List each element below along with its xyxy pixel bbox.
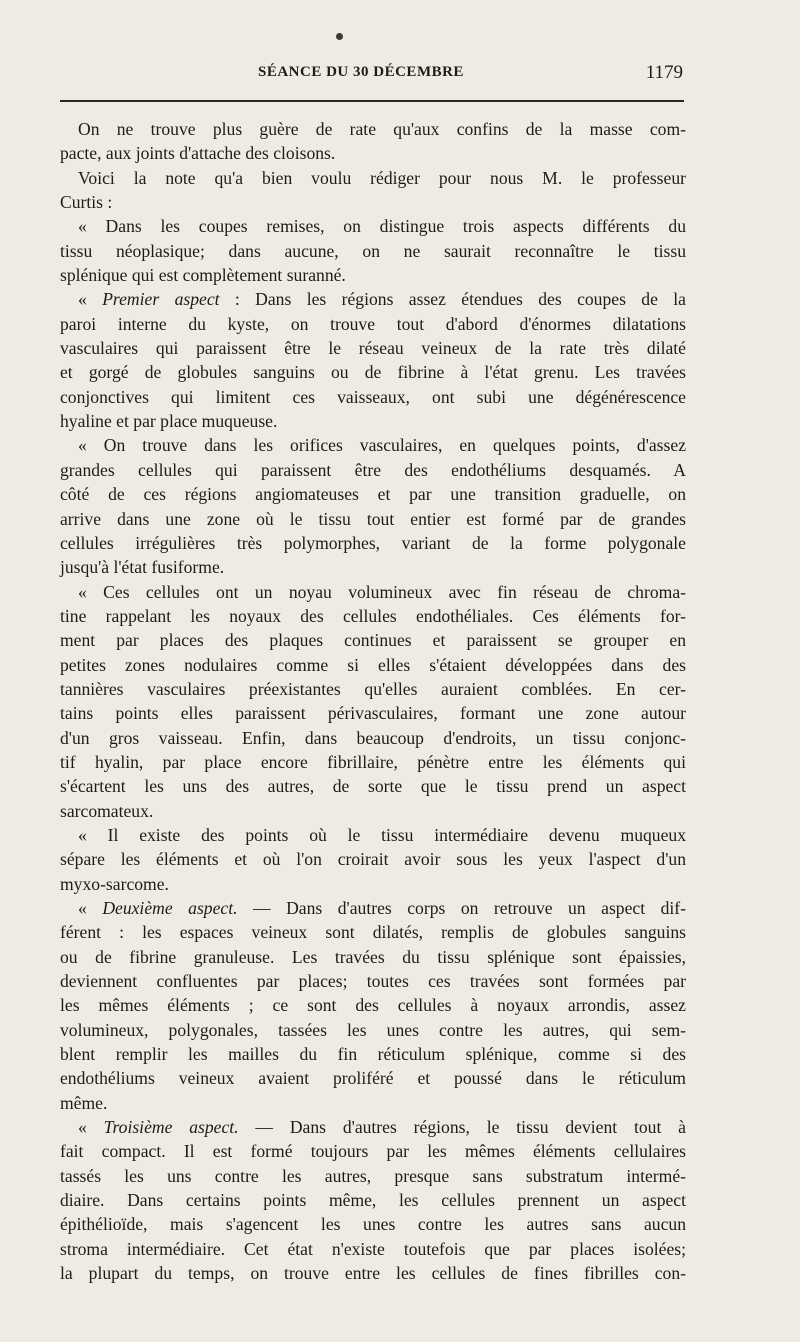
- quote-mark: «: [78, 898, 103, 918]
- text-line: tains points elles paraissent périvasculaires, formant une zone autour: [60, 703, 686, 724]
- text-line: d'un gros vaisseau. Enfin, dans beaucoup d'endroits, un tissu conjonc-: [60, 727, 686, 748]
- quote-mark: «: [78, 289, 103, 310]
- text-line: « Il existe des points où le tissu intermédiaire devenu muqueux: [78, 824, 686, 845]
- text-line: [60, 1115, 686, 1139]
- text-line: les mêmes éléments ; ce sont des cellules à noyaux arrondis, assez: [60, 995, 686, 1016]
- text-line: Voici la note qu'a bien voulu rédiger pour nous M. le professeur: [78, 167, 686, 188]
- text-line: et gorgé de globules sanguins ou de fibrine à l'état grenu. Les travées: [60, 362, 686, 383]
- italic-heading: Premier aspect: [102, 289, 220, 310]
- italic-heading: Deuxième aspect.: [102, 898, 238, 918]
- header-rule: [60, 100, 684, 102]
- text-line: « Ces cellules ont un noyau volumineux avec fin réseau de chroma-: [78, 581, 686, 602]
- text-line: férent : les espaces veineux sont dilatés, remplis de globules sanguins: [60, 922, 686, 943]
- text-line: stroma intermédiaire. Cet état n'existe toutefois que par places isolées;: [60, 1238, 686, 1259]
- body-text: [60, 117, 686, 1286]
- text-line: hyaline et par place muqueuse.: [60, 411, 278, 432]
- text-line: sarcomateux.: [60, 800, 154, 821]
- text-line: tannières vasculaires préexistantes qu'elles auraient comblées. En cer-: [60, 678, 686, 699]
- running-title: SÉANCE DU 30 DÉCEMBRE: [258, 64, 464, 80]
- text-line: sépare les éléments et où l'on croirait avoir sous les yeux l'aspect d'un: [60, 849, 686, 870]
- text-line: cellules irrégulières très polymorphes, variant de la forme polygonale: [60, 532, 686, 553]
- text-line: [60, 287, 686, 311]
- text-line: splénique qui est complètement suranné.: [60, 265, 346, 286]
- printer-mark-dot: [336, 33, 343, 40]
- text-line: même.: [60, 1092, 108, 1113]
- text-line: myxo-sarcome.: [60, 873, 169, 894]
- text-line: jusqu'à l'état fusiforme.: [60, 557, 225, 578]
- line-text: : Dans les régions assez étendues des coupes de la: [219, 289, 686, 310]
- text-line: ou de fibrine granuleuse. Les travées du tissu splénique sont épaissies,: [60, 946, 686, 967]
- text-line: On ne trouve plus guère de rate qu'aux confins de la masse com-: [78, 119, 686, 139]
- text-line: petites zones nodulaires comme si elles s'étaient développées dans des: [60, 654, 686, 675]
- text-line: [60, 896, 686, 920]
- quote-mark: «: [78, 1117, 104, 1138]
- text-line: endothéliums veineux avaient proliféré et poussé dans le réticulum: [60, 1068, 686, 1089]
- text-line: diaire. Dans certains points même, les cellules prennent un aspect: [60, 1190, 686, 1211]
- text-line: conjonctives qui limitent ces vaisseaux, ont subi une dégénérescence: [60, 386, 686, 407]
- text-line: s'écartent les uns des autres, de sorte que le tissu prend un aspect: [60, 776, 686, 797]
- text-line: la plupart du temps, on trouve entre les cellules de fines fibrilles con-: [60, 1263, 686, 1284]
- line-text: — Dans d'autres régions, le tissu devient tout à: [238, 1117, 686, 1138]
- text-line: tif hyalin, par place encore fibrillaire, pénètre entre les éléments qui: [60, 751, 686, 772]
- text-line: tine rappelant les noyaux des cellules endothéliales. Ces éléments for-: [60, 605, 686, 626]
- italic-heading: Troisième aspect.: [103, 1117, 239, 1138]
- page-number: 1179: [645, 62, 683, 83]
- text-line: paroi interne du kyste, on trouve tout d'abord d'énormes dilatations: [60, 313, 686, 334]
- line-text: — Dans d'autres corps on retrouve un aspect dif-: [237, 898, 687, 918]
- text-line: fait compact. Il est formé toujours par les mêmes éléments cellulaires: [60, 1141, 686, 1162]
- text-line: deviennent confluentes par places; toutes ces travées sont formées par: [60, 971, 686, 992]
- text-line: épithélioïde, mais s'agencent les unes contre les autres sans aucun: [60, 1214, 686, 1235]
- text-line: ment par places des plaques continues et paraissent se grouper en: [60, 630, 686, 651]
- text-line: blent remplir les mailles du fin réticulum splénique, comme si des: [60, 1044, 686, 1065]
- text-line: Curtis :: [60, 192, 113, 213]
- text-line: arrive dans une zone où le tissu tout entier est formé par de grandes: [60, 508, 686, 529]
- text-line: grandes cellules qui paraissent être des endothéliums desquamés. A: [60, 459, 686, 480]
- text-line: volumineux, polygonales, tassées les unes contre les autres, qui sem-: [60, 1019, 686, 1040]
- running-head: [60, 60, 685, 86]
- text-line: tissu néoplasique; dans aucune, on ne saurait reconnaître le tissu: [60, 240, 686, 261]
- text-line: vasculaires qui paraissent être le réseau veineux de la rate très dilaté: [60, 338, 686, 359]
- text-line: côté de ces régions angiomateuses et par une transition graduelle, on: [60, 484, 686, 505]
- text-line: pacte, aux joints d'attache des cloisons.: [60, 143, 336, 164]
- text-line: « On trouve dans les orifices vasculaires, en quelques points, d'assez: [78, 435, 686, 456]
- text-line: « Dans les coupes remises, on distingue trois aspects différents du: [78, 216, 686, 237]
- text-line: tassés les uns contre les autres, presque sans substratum intermé-: [60, 1165, 686, 1186]
